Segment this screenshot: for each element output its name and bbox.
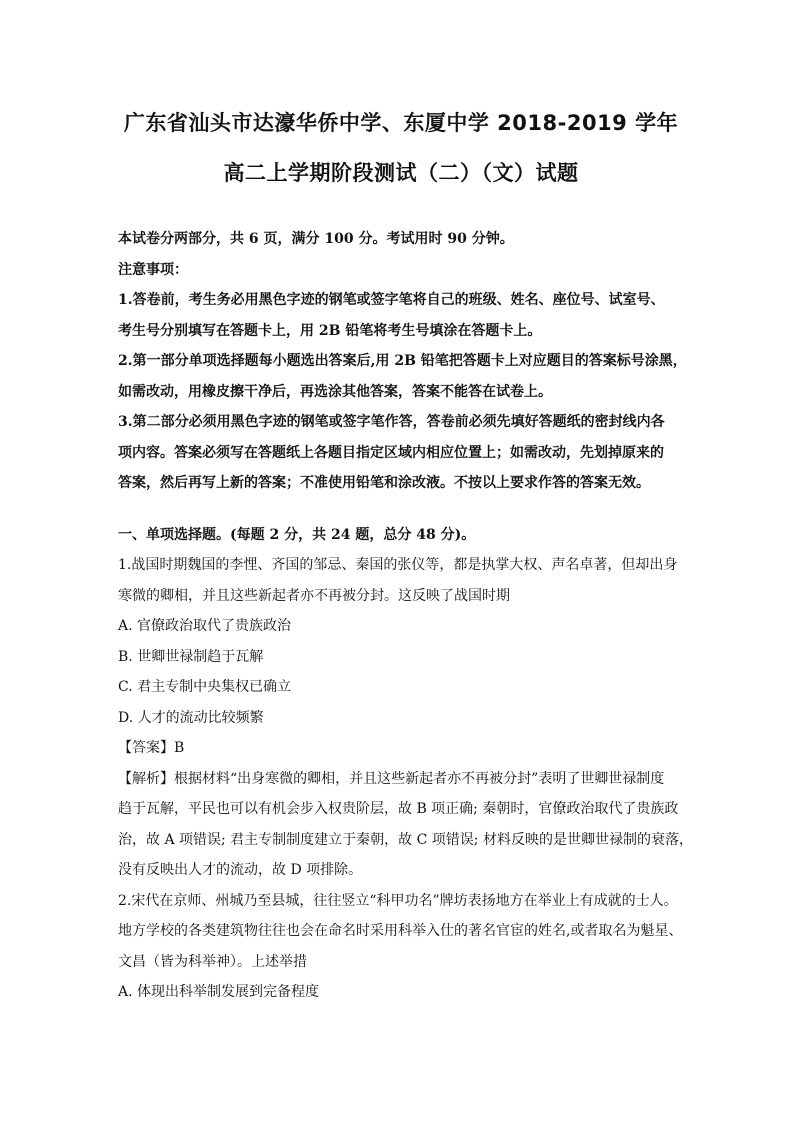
document-title <box>118 98 684 198</box>
question-2 <box>118 886 684 1008</box>
question-1-analysis-line-4: 没有反映出人才的流动，故 D 项排除。 <box>118 862 363 878</box>
exam-summary: 本试卷分两部分，共 6 页，满分 100 分。考试用时 90 分钟。 <box>118 231 514 247</box>
question-1-stem-line-1: 1.战国时期魏国的李悝、齐国的邹忌、秦国的张仪等，都是执掌大权、声名卓著，但却出身 <box>118 557 678 573</box>
question-2-stem-line-2: 地方学校的各类建筑物往往也会在命名时采用科举入仕的著名官宦的姓名,或者取名为魁星、 <box>118 923 683 939</box>
spacer <box>118 499 684 520</box>
question-2-option-a: A. 体现出科举制发展到完备程度 <box>118 984 320 1000</box>
question-1-option-a: A. 官僚政治取代了贵族政治 <box>118 618 292 634</box>
exam-instructions <box>118 224 687 499</box>
notice-heading: 注意事项： <box>118 261 188 278</box>
rule-2-line-1: 2.第一部分单项选择题每小题选出答案后,用 2B 铅笔把答题卡上对应题目的答案标号涂黑， <box>118 353 687 369</box>
title-line-2: 高二上学期阶段测试（二）（文）试题 <box>223 161 579 185</box>
question-2-stem-line-3: 文昌（皆为科举神）。上述举措 <box>118 953 307 970</box>
question-1-analysis-line-3: 治，故 A 项错误; 君主专制制度建立于秦朝，故 C 项错误; 材料反映的是世卿世禄制的衰落， <box>118 831 693 848</box>
rule-2-line-2: 如需改动，用橡皮擦干净后，再选涂其他答案，答案不能答在试卷上。 <box>118 383 552 400</box>
rule-3-line-2: 项内容。答案必须写在答题纸上各题目指定区域内相应位置上；如需改动，先划掉原来的 <box>118 444 664 461</box>
section-heading: 一、单项选择题。(每题 2 分，共 24 题，总分 48 分)。 <box>118 526 476 543</box>
rule-3-line-3: 答案，然后再写上新的答案；不准使用铅笔和涂改液。不按以上要求作答的答案无效。 <box>118 475 650 491</box>
question-1 <box>118 550 693 886</box>
question-1-analysis-line-2: 趋于瓦解，平民也可以有机会步入权贵阶层，故 B 项正确; 秦朝时，官僚政治取代了贵族政 <box>118 801 679 817</box>
question-1-option-d: D. 人才的流动比较频繁 <box>118 709 264 726</box>
title-line-1: 广东省汕头市达濠华侨中学、东厦中学 2018-2019 学年 <box>123 111 679 135</box>
question-1-option-b: B. 世卿世禄制趋于瓦解 <box>118 648 264 665</box>
rule-1-line-2: 考生号分别填写在答题卡上，用 2B 铅笔将考生号填涂在答题卡上。 <box>118 322 542 339</box>
question-1-option-c: C. 君主专制中央集权已确立 <box>118 679 292 695</box>
question-2-stem-line-1: 2.宋代在京师、州城乃至县城，往往竖立“科甲功名”牌坊表扬地方在举业上有成就的士人。 <box>118 892 678 909</box>
question-1-analysis-line-1: 【解析】根据材料“出身寒微的卿相，并且这些新起者亦不再被分封”表明了世卿世禄制度 <box>118 770 665 787</box>
question-1-answer: 【答案】B <box>118 740 185 756</box>
rule-3-line-1: 3.第二部分必须用黑色字迹的钢笔或签字笔作答，答卷前必须先填好答题纸的密封线内各 <box>118 414 665 430</box>
rule-1-line-1: 1.答卷前，考生务必用黑色字迹的钢笔或签字笔将自己的班级、姓名、座位号、试室号、 <box>118 292 665 308</box>
question-1-stem-line-2: 寒微的卿相，并且这些新起者亦不再被分封。这反映了战国时期 <box>118 587 510 604</box>
